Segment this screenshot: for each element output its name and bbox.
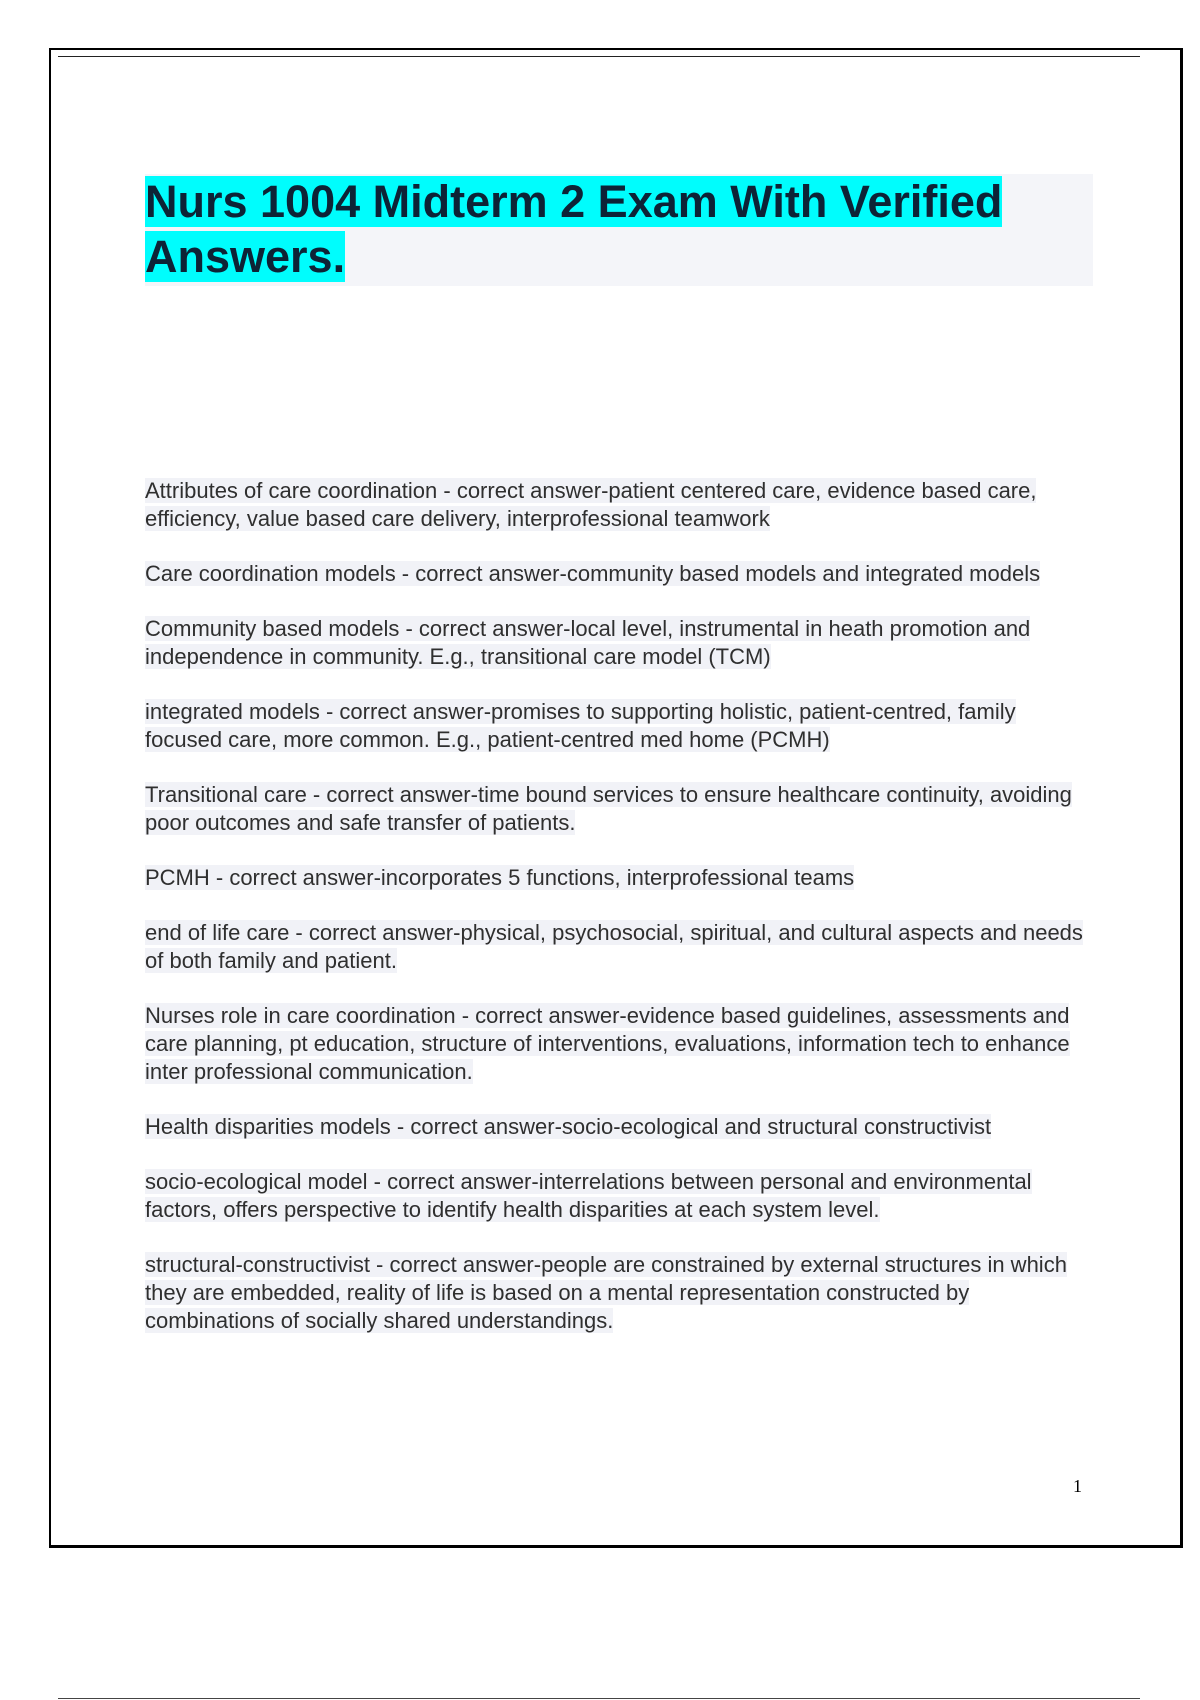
qa-text: Transitional care - correct answer-time bound services to ensure healthcare continuity, avoiding poor outcomes and safe transfer of patients. <box>145 782 1072 835</box>
qa-text: socio-ecological model - correct answer-interrelations between personal and environmental factors, offers perspective to identify health disparities at each system level. <box>145 1169 1032 1222</box>
bottom-rule <box>58 1698 1140 1699</box>
qa-text: Nurses role in care coordination - correct answer-evidence based guidelines, assessments and care planning, pt education, structure of interventions, evaluations, information tech to enhance inter professional communication. <box>145 1003 1070 1084</box>
qa-item <box>145 1113 1085 1141</box>
qa-item <box>145 919 1085 975</box>
qa-text: Care coordination models - correct answer-community based models and integrated models <box>145 561 1041 586</box>
title-line-1: Nurs 1004 Midterm 2 Exam With Verified <box>145 176 1003 227</box>
qa-text: integrated models - correct answer-promises to supporting holistic, patient-centred, family focused care, more common. E.g., patient-centred med home (PCMH) <box>145 699 1016 752</box>
qa-item <box>145 1251 1085 1335</box>
qa-text: Attributes of care coordination - correct answer-patient centered care, evidence based care, efficiency, value based care delivery, interprofessional teamwork <box>145 478 1037 531</box>
qa-item <box>145 477 1085 533</box>
qa-text: Health disparities models - correct answer-socio-ecological and structural constructivist <box>145 1114 992 1139</box>
qa-text: structural-constructivist - correct answer-people are constrained by external structures in which they are embedded, reality of life is based on a mental representation constructed by combinations of socially shared understandings. <box>145 1252 1067 1333</box>
qa-item <box>145 1002 1085 1086</box>
qa-item <box>145 1168 1085 1224</box>
document-title <box>145 174 1093 284</box>
title-block <box>145 174 1093 286</box>
qa-item <box>145 615 1085 671</box>
qa-list <box>145 477 1085 1362</box>
title-line-2: Answers. <box>145 231 346 282</box>
qa-text: PCMH - correct answer-incorporates 5 functions, interprofessional teams <box>145 865 855 890</box>
qa-text: Community based models - correct answer-local level, instrumental in heath promotion and independence in community. E.g., transitional care model (TCM) <box>145 616 1031 669</box>
qa-text: end of life care - correct answer-physical, psychosocial, spiritual, and cultural aspects and needs of both family and patient. <box>145 920 1083 973</box>
qa-item <box>145 781 1085 837</box>
top-rule <box>58 56 1140 57</box>
qa-item <box>145 698 1085 754</box>
qa-item <box>145 560 1085 588</box>
page-number: 1 <box>1073 1476 1082 1496</box>
qa-item <box>145 864 1085 892</box>
